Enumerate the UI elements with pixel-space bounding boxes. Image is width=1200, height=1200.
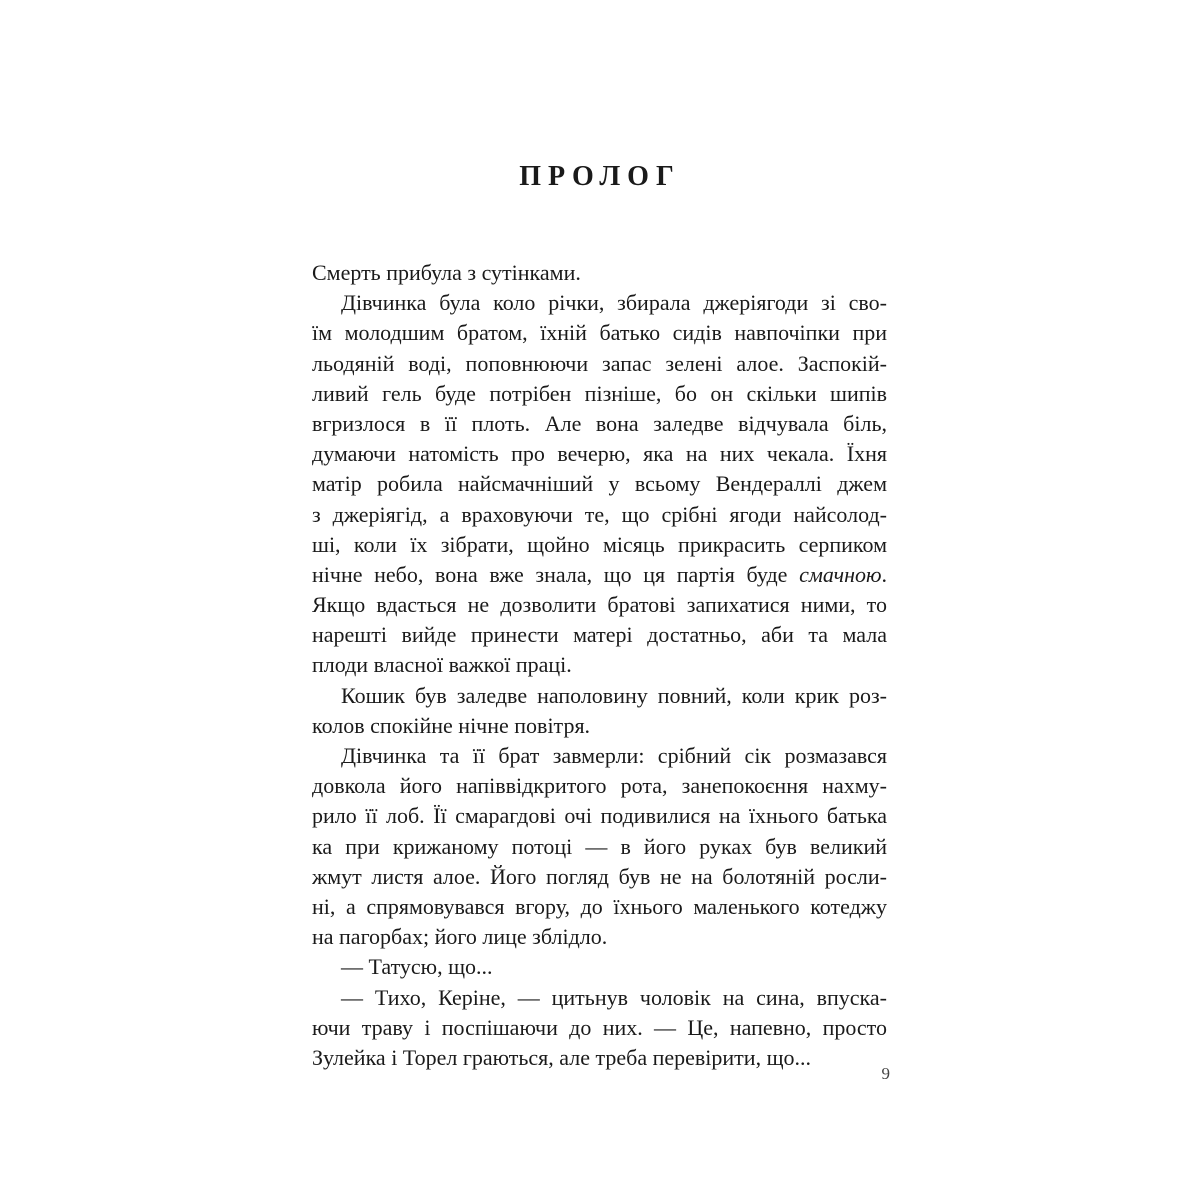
text-line: ка при крижаному потоці — в його руках був великий [312, 833, 887, 859]
text-line: ні, а спрямовувався вгору, до їхнього маленького котеджу [312, 893, 887, 919]
text-line: плоди власної важкої праці. [312, 652, 572, 678]
text-line: Зулейка і Торел граються, але треба перевірити, що... [312, 1044, 812, 1070]
text-line: Дівчинка та її брат завмерли: срібний сік розмазався [341, 743, 887, 768]
text-line-with-italic [312, 560, 887, 590]
text-line: Якщо вдасться не дозволити братові запихатися ними, то [312, 592, 887, 618]
text-line: ючи траву і поспішаючи до них. — Це, напевно, просто [312, 1014, 887, 1040]
text-line: нарешті вийде принести матері достатньо, аби та мала [312, 622, 887, 648]
text-line: жмут листя алое. Його погляд був не на болотяній росли- [312, 863, 887, 889]
text-line: вгризлося в її плоть. Але вона заледве відчувала біль, [312, 410, 887, 436]
text-line: Кошик був заледве наполовину повний, коли крик роз- [341, 682, 887, 708]
text-line: колов спокійне нічне повітря. [312, 712, 591, 738]
text-line: їм молодшим братом, їхній батько сидів навпочіпки при [312, 320, 887, 346]
text-line: — Татусю, що... [341, 954, 493, 980]
text-line: з джеріягід, а враховуючи те, що срібні ягоди найсолод- [312, 501, 887, 527]
italic-word: смачною [799, 561, 882, 587]
text-line: думаючи натомість про вечерю, яка на них чекала. Їхня [312, 441, 887, 467]
text-line: ші, коли їх зібрати, щойно місяць прикрасить серпиком [312, 531, 887, 557]
text-line: — Тихо, Керіне, — цитьнув чоловік на сина, впуска- [341, 984, 887, 1010]
text-line: Дівчинка була коло річки, збирала джеріягоди зі сво- [341, 290, 887, 316]
text-line: льодяній воді, поповнюючи запас зелені алое. Заспокій- [312, 350, 887, 376]
text-line: ливий гель буде потрібен пізніше, бо он скільки шипів [312, 380, 887, 406]
text-line: рило її лоб. Її смарагдові очі подивилися на їхнього батька [312, 803, 887, 829]
text-line: на пагорбах; його лице зблідло. [312, 924, 608, 950]
chapter-title: ПРОЛОГ [519, 161, 681, 192]
page-number: 9 [881, 1064, 890, 1083]
text-line: Смерть прибула з сутінками. [312, 260, 581, 285]
text-line: матір робила найсмачніший у всьому Вендераллі джем [312, 471, 887, 497]
text-segment: нічне небо, вона вже знала, що ця партія буде [312, 561, 800, 587]
text-segment: . [881, 561, 887, 587]
body-text [312, 258, 887, 1073]
text-line: довкола його напіввідкритого рота, занепокоєння нахму- [312, 773, 887, 799]
